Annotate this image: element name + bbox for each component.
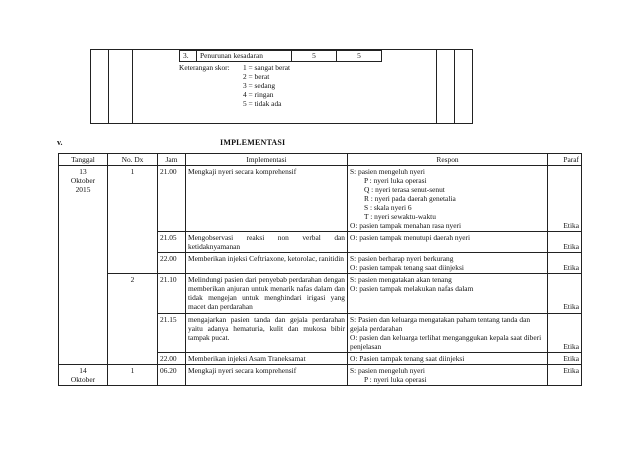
time-cell: 21.10 — [158, 274, 186, 313]
response-line: S : skala nyeri 6 — [364, 203, 412, 213]
implementation-cell: Memberikan injeksi Asam Traneksamat — [186, 352, 348, 364]
response-line: O: pasien tampak menutupi daerah nyeri — [350, 233, 471, 243]
column-header-jam: Jam — [158, 154, 186, 166]
time-cell: 06.20 — [158, 364, 186, 385]
implementation-cell: Memberikan injeksi Ceftriaxone, ketorolac, ranitidin — [186, 253, 348, 274]
dx-cell: 1 — [108, 166, 158, 274]
scale-item-table — [179, 50, 382, 62]
response-cell — [348, 364, 548, 385]
date-month: Oktober — [70, 176, 96, 186]
response-cell — [348, 274, 548, 313]
implementation-cell: Mengkaji nyeri secara komprehensif — [186, 166, 348, 232]
response-line: P : nyeri luka operasi — [364, 176, 427, 186]
section-heading — [57, 138, 577, 150]
signature-cell: Etika — [548, 364, 582, 385]
date-cell — [59, 166, 108, 365]
response-line: O: pasien tampak menahan rasa nyeri — [350, 221, 462, 231]
score-legend-item: 3 = sedang — [243, 81, 276, 91]
signature-cell: Etika — [548, 352, 582, 364]
table-header-row — [59, 154, 582, 166]
score-legend-item: 5 = tidak ada — [243, 99, 282, 109]
table-row — [59, 274, 582, 313]
response-line: S: pasien mengeluh nyeri — [350, 167, 425, 177]
date-month: Oktober — [70, 374, 96, 384]
dx-cell: 2 — [108, 274, 158, 364]
table-row — [59, 364, 582, 385]
response-line: R : nyeri pada daerah genetalia — [364, 194, 456, 204]
time-cell: 22.00 — [158, 352, 186, 364]
time-cell: 21.00 — [158, 166, 186, 232]
signature-cell: Etika — [548, 274, 582, 313]
score-box-spacer — [437, 50, 455, 124]
response-line: P : nyeri luka operasi — [364, 374, 427, 384]
score-box — [90, 49, 473, 124]
signature-cell: Etika — [548, 313, 582, 352]
signature-cell: Etika — [548, 166, 582, 232]
response-line: O: pasien dan keluarga terlihat menganggukan kepala saat diberi penjelasan — [350, 332, 542, 351]
score-legend — [179, 63, 436, 108]
score-legend-item: 4 = ringan — [243, 90, 274, 100]
table-row — [59, 166, 582, 232]
response-line: O: pasien tampak melakukan nafas dalam — [350, 284, 474, 294]
scale-item-score: 5 — [337, 51, 382, 62]
response-line: Q : nyeri terasa senut-senut — [364, 185, 445, 195]
time-cell: 22.00 — [158, 253, 186, 274]
date-year: 2015 — [75, 185, 91, 195]
scale-item-number: 3. — [180, 51, 197, 62]
response-line: S: pasien mengatakan akan tenang — [350, 275, 452, 285]
response-line: O: pasien tampak tenang saat diinjeksi — [350, 263, 464, 273]
implementation-cell: Mengkaji nyeri secara komprehensif — [186, 364, 348, 385]
response-cell — [348, 253, 548, 274]
date-cell — [59, 364, 108, 385]
response-cell — [348, 352, 548, 364]
response-cell — [348, 232, 548, 253]
time-cell: 21.05 — [158, 232, 186, 253]
score-box-spacer — [455, 50, 473, 124]
dx-cell: 1 — [108, 364, 158, 385]
section-number: v. — [57, 138, 63, 147]
implementation-cell: Melindungi pasien dari penyebab perdarahan dengan memberikan anjuran untuk menarik nafas dalam dan tidak mengejan untuk menghindari irigasi yang macet dan perdarahan — [186, 274, 348, 313]
response-line: T : nyeri sewaktu-waktu — [364, 212, 436, 222]
scale-item-score: 5 — [292, 51, 337, 62]
implementation-table — [58, 153, 582, 386]
response-line: O: Pasien tampak tenang saat diinjeksi — [350, 353, 465, 363]
section-title: IMPLEMENTASI — [220, 138, 286, 147]
score-legend-label: Keterangan skor: — [179, 63, 230, 72]
date-day: 13 — [79, 167, 87, 177]
signature-cell: Etika — [548, 232, 582, 253]
score-box-table — [90, 49, 473, 124]
score-box-spacer — [109, 50, 133, 124]
response-line: S: pasien berharap nyeri berkurang — [350, 254, 454, 264]
implementation-cell: Mengobservasi reaksi non verbal dan ketidaknyamanan — [186, 232, 348, 253]
response-line: S: Pasien dan keluarga mengatakan paham tentang tanda dan gejala perdarahan — [350, 314, 531, 333]
response-line: S: pasien mengeluh nyeri — [350, 365, 425, 375]
signature-cell: Etika — [548, 253, 582, 274]
scale-item-label: Penurunan kesadaran — [197, 51, 292, 62]
date-day: 14 — [79, 365, 87, 375]
score-legend-item: 1 = sangat berat — [243, 63, 291, 72]
column-header-no-dx: No. Dx — [108, 154, 158, 166]
column-header-paraf: Paraf — [548, 154, 582, 166]
response-cell — [348, 166, 548, 232]
score-box-content — [133, 50, 437, 124]
column-header-tanggal: Tanggal — [59, 154, 108, 166]
implementation-cell: mengajarkan pasien tanda dan gejala perdarahan yaitu adanya hematuria, kulit dan mukosa bibir tampak pucat. — [186, 313, 348, 352]
score-box-spacer — [91, 50, 109, 124]
column-header-implementasi: Implementasi — [186, 154, 348, 166]
column-header-respon: Respon — [348, 154, 548, 166]
time-cell: 21.15 — [158, 313, 186, 352]
score-legend-item: 2 = berat — [243, 72, 270, 82]
response-cell — [348, 313, 548, 352]
